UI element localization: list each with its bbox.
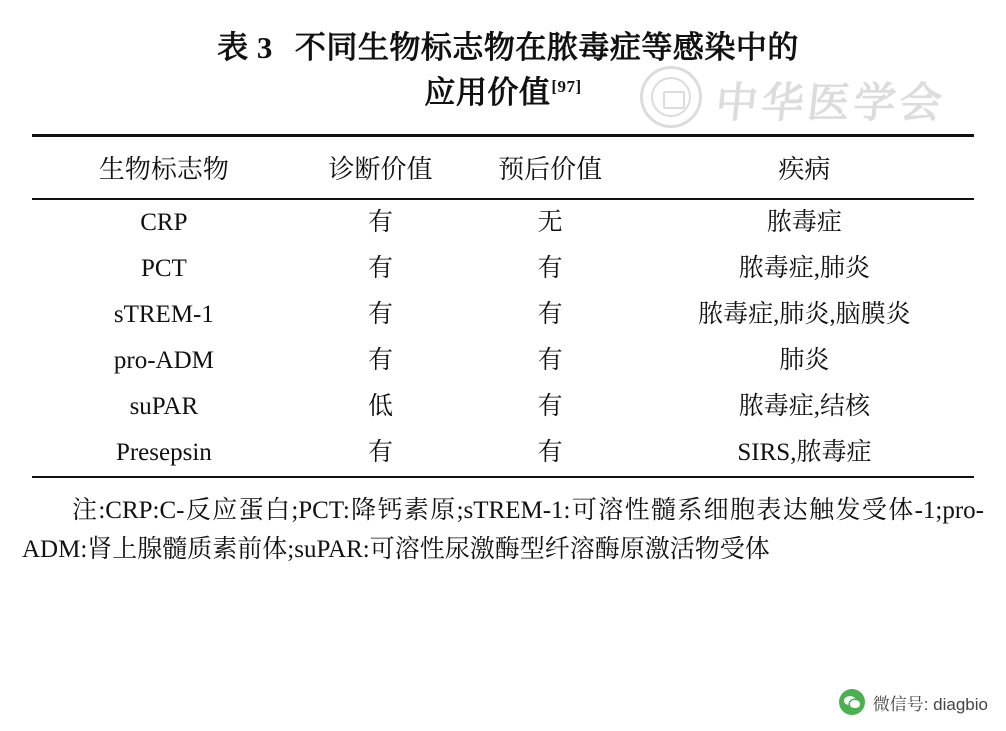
cell-disease: 脓毒症: [635, 199, 974, 246]
column-header-prognostic: 预后价值: [465, 135, 635, 199]
cell-marker: CRP: [32, 199, 296, 246]
cell-diagnostic: 有: [368, 346, 394, 374]
table-number: 表 3: [217, 30, 273, 65]
cell-diagnostic: 有: [296, 430, 466, 477]
title-reference: [97]: [551, 76, 582, 96]
table-row: [32, 384, 974, 430]
cell-marker: pro-ADM: [113, 346, 214, 374]
cell-disease: SIRS,脓毒症: [635, 430, 974, 477]
cell-diagnostic: 有: [368, 254, 394, 282]
biomarker-table: [32, 134, 974, 478]
cell-marker: PCT: [140, 254, 187, 282]
cell-disease: 脓毒症,结核: [738, 392, 871, 420]
table-note: 注:CRP:C-反应蛋白;PCT:降钙素原;sTREM-1:可溶性髓系细胞表达触发受体-1;pro-ADM:肾上腺髓质素前体;suPAR:可溶性尿激酶型纤溶酶原激活物受体: [22, 496, 984, 563]
table-row: [32, 430, 974, 477]
cell-prognostic: 有: [537, 392, 563, 420]
cell-marker: suPAR: [129, 392, 199, 420]
cell-prognostic: 无: [465, 199, 635, 246]
cell-disease: 脓毒症,肺炎,脑膜炎: [698, 300, 911, 328]
table-title: [0, 0, 1006, 116]
wechat-badge: [839, 689, 988, 715]
table-row: [32, 199, 974, 246]
cell-disease: 肺炎: [779, 346, 830, 374]
title-text-line1: 不同生物标志物在脓毒症等感染中的: [294, 30, 799, 65]
cell-diagnostic: 低: [368, 392, 394, 420]
column-header-marker: 生物标志物: [32, 135, 296, 199]
cell-prognostic: 有: [537, 346, 563, 374]
table-row: [32, 338, 974, 384]
cell-prognostic: 有: [465, 430, 635, 477]
column-header-diagnostic: 诊断价值: [296, 135, 466, 199]
wechat-icon: [839, 689, 865, 715]
cell-prognostic: 有: [537, 300, 563, 328]
title-text-line2: 应用价值: [424, 74, 551, 110]
cell-disease: 脓毒症,肺炎: [738, 254, 871, 282]
table-row: [32, 292, 974, 338]
cell-prognostic: 有: [537, 254, 563, 282]
table-container: [18, 134, 988, 478]
cell-marker: Presepsin: [32, 430, 296, 477]
wechat-id-text: 微信号: diagbio: [872, 694, 988, 714]
table-header-row: [32, 135, 974, 199]
cell-marker: sTREM-1: [113, 300, 214, 328]
watermark-text: 中华医学会: [713, 78, 949, 127]
column-header-disease: 疾病: [635, 135, 974, 199]
table-row: [32, 246, 974, 292]
cell-diagnostic: 有: [368, 300, 394, 328]
cell-diagnostic: 有: [296, 199, 466, 246]
